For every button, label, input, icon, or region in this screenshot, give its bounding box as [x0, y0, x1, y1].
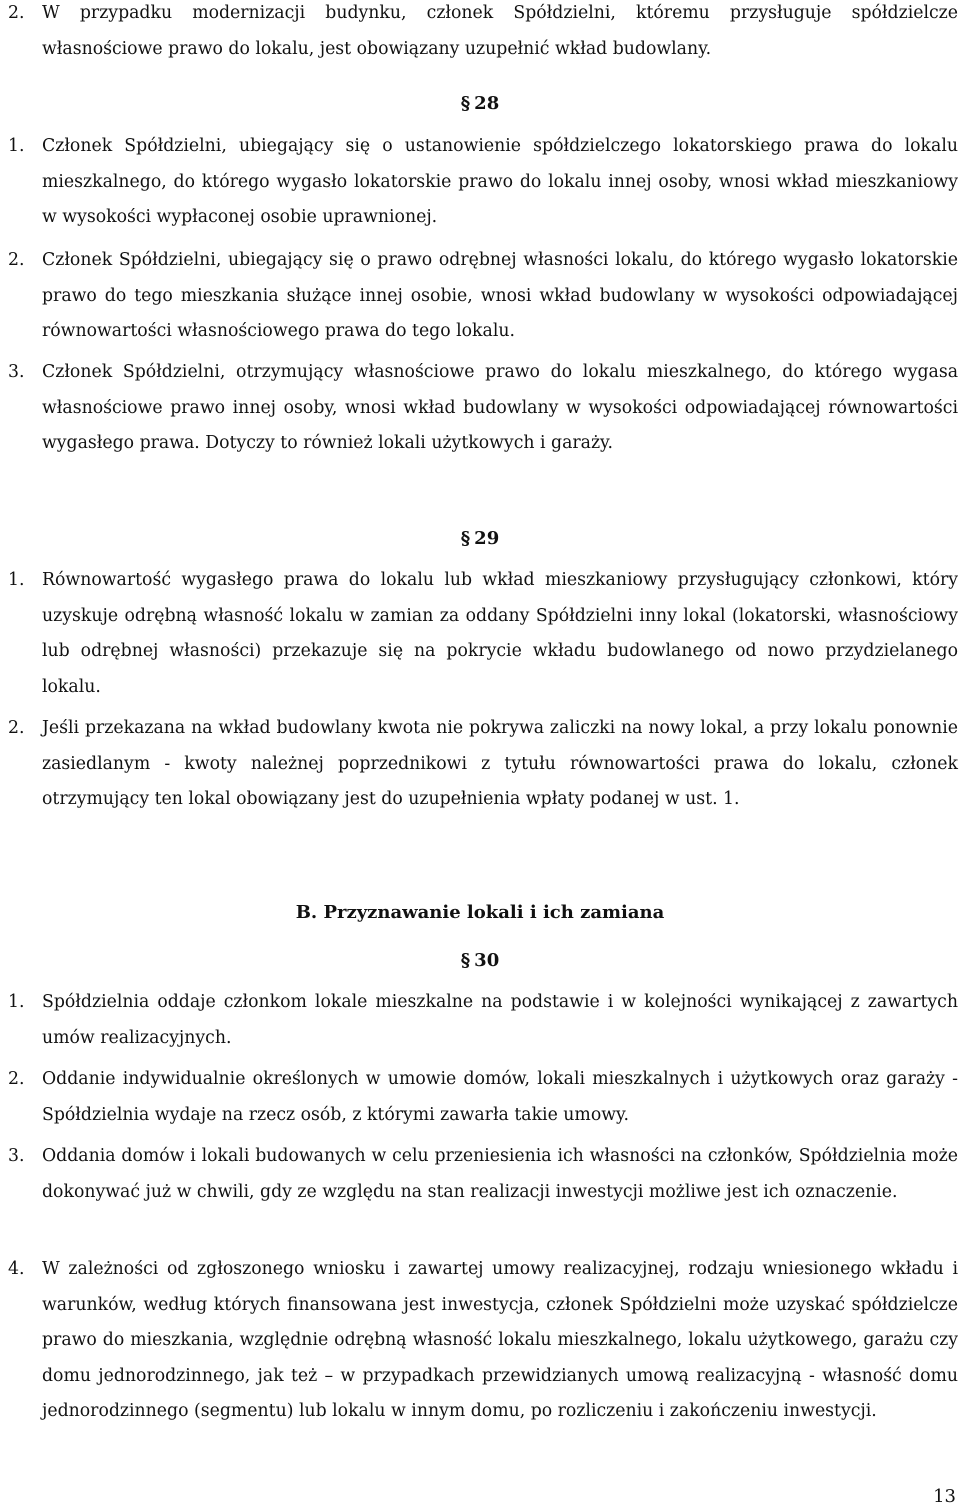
page-number: 13 [933, 1486, 956, 1507]
chapter-heading: B. Przyznawanie lokali i ich zamiana [295, 902, 665, 923]
item-text: Spółdzielnia oddaje członkom lokale mieszkalne na podstawie i w kolejności wynikającej z zawartych umów realizacyjnych. [42, 992, 958, 1048]
list-item [8, 129, 958, 236]
item-text: Członek Spółdzielni, otrzymujący własnościowe prawo do lokalu mieszkalnego, do którego wygasa własnościowe prawo innej osoby, wnosi wkład budowlany w wysokości odpowiadającej równowartości wygasłego prawa. Dotyczy to również lokali użytkowych i garaży. [42, 362, 958, 453]
item-text: Oddania domów i lokali budowanych w celu przeniesienia ich własności na członków, Spółdzielnia może dokonywać już w chwili, gdy ze względu na stan realizacji inwestycji możliwe jest ich oznaczenie. [42, 1146, 958, 1202]
item-number: 2. [8, 1069, 25, 1089]
list-item [8, 0, 958, 67]
item-text: Jeśli przekazana na wkład budowlany kwota nie pokrywa zaliczki na nowy lokal, a przy lokalu ponownie zasiedlanym - kwoty należnej poprzednikowi z tytułu równowartości prawa do lokalu, członek otrzymujący ten lokal obowiązany jest do uzupełnienia wpłaty podanej w ust. 1. [42, 718, 958, 809]
item-text: Członek Spółdzielni, ubiegający się o prawo odrębnej własności lokalu, do którego wygasło lokatorskie prawo do tego mieszkania służące innej osobie, wnosi wkład budowlany w wysokości odpowiadającej równowartości własnościowego prawa do tego lokalu. [42, 250, 958, 341]
list-item [8, 355, 958, 462]
section-heading-28 [0, 86, 960, 122]
list-item [8, 1062, 958, 1133]
section-number: 29 [474, 528, 500, 549]
item-number: 3. [8, 1146, 25, 1166]
list-item [8, 985, 958, 1056]
item-text: Członek Spółdzielni, ubiegający się o ustanowienie spółdzielczego lokatorskiego prawa do lokalu mieszkalnego, do którego wygasło lokatorskie prawo do lokalu innej osoby, wnosi wkład mieszkaniowy w wysokości wypłaconej osobie uprawnionej. [42, 136, 958, 227]
list-item [8, 243, 958, 350]
item-number: 2. [8, 250, 25, 270]
list-item [8, 711, 958, 818]
list-item [8, 1139, 958, 1210]
item-number: 3. [8, 362, 25, 382]
list-item [8, 563, 958, 705]
list-item [8, 1252, 958, 1430]
section-heading-29 [0, 521, 960, 557]
item-text: W przypadku modernizacji budynku, członek Spółdzielni, któremu przysługuje spółdzielcze własnościowe prawo do lokalu, jest obowiązany uzupełnić wkład budowlany. [42, 3, 958, 59]
item-number: 4. [8, 1259, 25, 1279]
item-number: 1. [8, 570, 25, 590]
item-number: 2. [8, 718, 25, 738]
section-heading-30 [0, 943, 960, 979]
item-number: 1. [8, 992, 25, 1012]
item-text: W zależności od zgłoszonego wniosku i zawartej umowy realizacyjnej, rodzaju wniesionego wkładu i warunków, według których finansowana jest inwestycja, członek Spółdzielni może uzyskać spółdzielcze prawo do mieszkania, względnie odrębną własność lokalu mieszkalnego, lokalu użytkowego, garażu czy domu jednorodzinnego, jak też – w przypadkach przewidzianych umową realizacyjną - własność domu jednorodzinnego (segmentu) lub lokalu w innym domu, po rozliczeniu i zakończeniu inwestycji. [42, 1259, 958, 1421]
section-sign: § [460, 950, 471, 971]
section-number: 28 [474, 93, 500, 114]
section-number: 30 [474, 950, 500, 971]
item-number: 2. [8, 3, 25, 23]
item-text: Oddanie indywidualnie określonych w umowie domów, lokali mieszkalnych i użytkowych oraz garaży - Spółdzielnia wydaje na rzecz osób, z którymi zawarła takie umowy. [42, 1069, 958, 1125]
section-sign: § [460, 93, 471, 114]
item-text: Równowartość wygasłego prawa do lokalu lub wkład mieszkaniowy przysługujący członkowi, który uzyskuje odrębną własność lokalu w zamian za oddany Spółdzielni inny lokal (lokatorski, własnościowy lub odrębnej własności) przekazuje się na pokrycie wkładu budowlanego od nowo przydzielanego lokalu. [42, 570, 958, 697]
item-number: 1. [8, 136, 25, 156]
section-sign: § [460, 528, 471, 549]
